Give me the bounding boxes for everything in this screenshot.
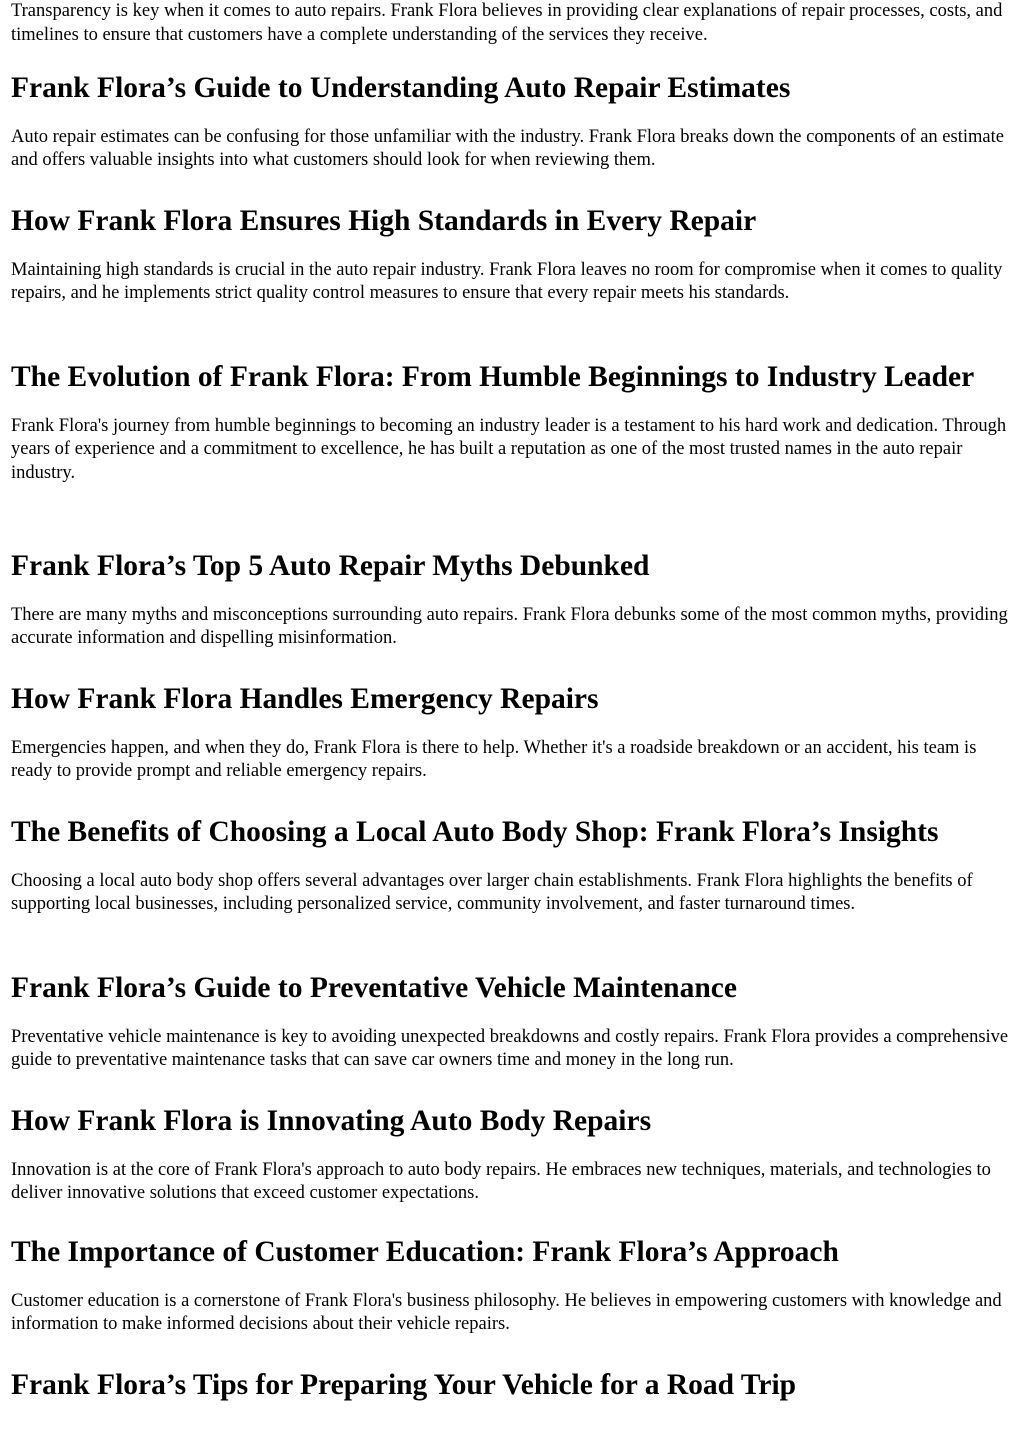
section-heading: How Frank Flora is Innovating Auto Body Repairs xyxy=(11,1105,652,1137)
section-heading: The Evolution of Frank Flora: From Humble Beginnings to Industry Leader xyxy=(11,361,975,393)
section-heading: The Benefits of Choosing a Local Auto Body Shop: Frank Flora’s Insights xyxy=(11,816,939,848)
section-myths-debunked xyxy=(11,549,1013,651)
section-heading: How Frank Flora Handles Emergency Repairs xyxy=(11,683,599,715)
section-evolution xyxy=(11,360,1013,485)
section-heading: Frank Flora’s Tips for Preparing Your Vehicle for a Road Trip xyxy=(11,1369,797,1401)
section-preventative-maintenance xyxy=(11,971,1013,1073)
section-innovating xyxy=(11,1104,1013,1206)
section-body: Emergencies happen, and when they do, Frank Flora is there to help. Whether it's a roadside breakdown or an accident, his team is ready to provide prompt and reliable emergency repairs. xyxy=(11,737,977,781)
section-body: Innovation is at the core of Frank Flora's approach to auto body repairs. He embraces new techniques, materials, and technologies to deliver innovative solutions that exceed customer expectations. xyxy=(11,1159,991,1203)
section-heading: The Importance of Customer Education: Frank Flora’s Approach xyxy=(11,1236,839,1268)
section-road-trip xyxy=(11,1368,1013,1403)
section-body: Choosing a local auto body shop offers several advantages over larger chain establishments. Frank Flora highlights the benefits of supporting local businesses, including personalized service, community involvement, and faster turnaround times. xyxy=(11,870,973,914)
section-heading: Frank Flora’s Guide to Understanding Auto Repair Estimates xyxy=(11,72,791,104)
section-high-standards xyxy=(11,204,1013,306)
section-body: Preventative vehicle maintenance is key to avoiding unexpected breakdowns and costly repairs. Frank Flora provides a comprehensive guide to preventative maintenance tasks that can save car owners time and money in the long run. xyxy=(11,1026,1009,1070)
section-body: There are many myths and misconceptions surrounding auto repairs. Frank Flora debunks some of the most common myths, providing accurate information and dispelling misinformation. xyxy=(11,604,1008,648)
section-heading: Frank Flora’s Guide to Preventative Vehicle Maintenance xyxy=(11,972,737,1004)
section-emergency-repairs xyxy=(11,682,1013,784)
section-body: Maintaining high standards is crucial in the auto repair industry. Frank Flora leaves no room for compromise when it comes to quality repairs, and he implements strict quality control measures to ensure that every repair meets his standards. xyxy=(11,259,1003,303)
section-customer-education xyxy=(11,1235,1013,1337)
section-heading: Frank Flora’s Top 5 Auto Repair Myths Debunked xyxy=(11,550,650,582)
section-body: Auto repair estimates can be confusing for those unfamiliar with the industry. Frank Flora breaks down the components of an estimate and offers valuable insights into what customers should look for when reviewing them. xyxy=(11,126,1004,170)
section-local-shop xyxy=(11,815,1013,917)
section-body: Frank Flora's journey from humble beginnings to becoming an industry leader is a testament to his hard work and dedication. Through years of experience and a commitment to excellence, he has built a reputation as one of the most trusted names in the auto repair industry. xyxy=(11,415,1007,483)
section-heading: How Frank Flora Ensures High Standards in Every Repair xyxy=(11,205,757,237)
section-body: Customer education is a cornerstone of Frank Flora's business philosophy. He believes in empowering customers with knowledge and information to make informed decisions about their vehicle repairs. xyxy=(11,1290,1002,1334)
intro-paragraph: Transparency is key when it comes to auto repairs. Frank Flora believes in providing clear explanations of repair processes, costs, and timelines to ensure that customers have a complete understanding of the services they receive. xyxy=(11,1,1003,45)
section-repair-estimates xyxy=(11,71,1013,173)
